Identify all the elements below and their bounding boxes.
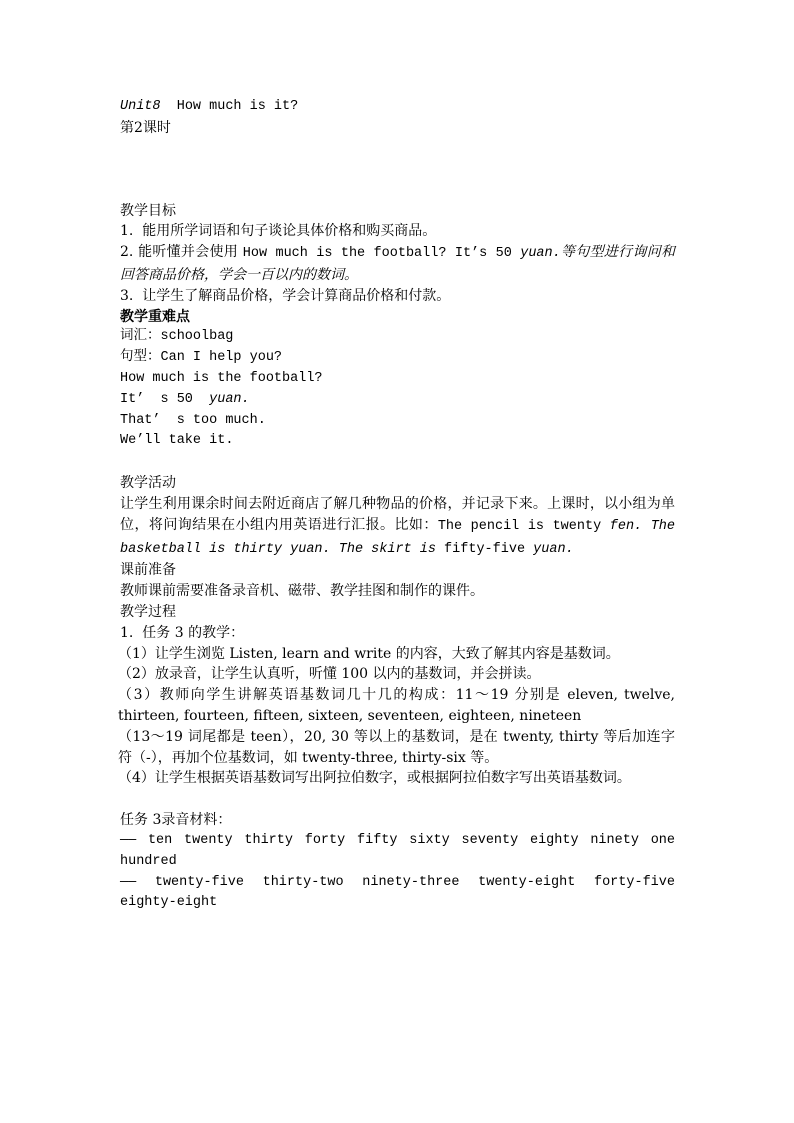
key-points-heading: 教学重难点	[120, 308, 190, 325]
unit-title-line	[120, 97, 675, 118]
process-heading: 教学过程	[120, 603, 176, 620]
sentence-line-1: 句型：Can I help you?	[120, 350, 283, 366]
preparation-heading: 课前准备	[120, 562, 176, 579]
recording-line-1: —— ten twenty thirty forty fifty sixty seventy eighty ninety one hundred	[120, 832, 675, 869]
vocab-line: 词汇：schoolbag	[120, 329, 234, 345]
process-step-4: （4）让学生根据英语基数词写出阿拉伯数字，或根据阿拉伯数字写出英语基数词。	[118, 770, 631, 787]
unit-label: Unit8	[120, 99, 161, 114]
objective-item-3: 3. 让学生了解商品价格，学会计算商品价格和付款。	[120, 287, 451, 304]
objective-item-2: 2. 能听懂并会使用 How much is the football? It’s 50 yuan.等句型进行询问和回答商品价格，学会一百以内的数词。	[120, 244, 675, 283]
recording-line-2: —— twenty-five thirty-two ninety-three twenty-eight forty-five eighty-eight	[120, 874, 675, 911]
objectives-heading: 教学目标	[120, 202, 176, 219]
preparation-text: 教师课前需要准备录音机、磁带、教学挂图和制作的课件。	[120, 583, 484, 600]
document-page	[120, 97, 675, 914]
sentence-line-2: How much is the football?	[120, 370, 323, 386]
process-step-1: （1）让学生浏览 Listen, learn and write 的内容，大致了解其内容是基数词。	[118, 645, 620, 662]
lesson-number: 第2课时	[120, 119, 171, 136]
sentence-line-5: We’ll take it.	[120, 433, 234, 449]
process-step-3: （3）教师向学生讲解英语基数词几十几的构成：11～19 分别是 eleven, twelve, thirteen, fourteen, fifteen, sixteen, seventeen, eighteen, nineteen	[118, 687, 675, 724]
activity-text: 让学生利用课余时间去附近商店了解几种物品的价格，并记录下来。上课时，以小组为单位，将问询结果在小组内用英语进行汇报。比如：The pencil is twenty fen. The basketball is thirty yuan. The skirt is fifty-five yuan.	[120, 495, 676, 557]
process-task: 1. 任务 3 的教学：	[120, 624, 245, 641]
objective-item-1: 1. 能用所学词语和句子谈论具体价格和购买商品。	[120, 223, 437, 240]
sentence-line-4: That’ s too much.	[120, 412, 266, 428]
process-step-3b: （13～19 词尾都是 teen），20, 30 等以上的基数词，是在 twenty, thirty 等后加连字符（-），再加个位基数词，如 twenty-three, thirty-six 等。	[118, 728, 675, 766]
sentence-line-3: It’ s 50 yuan.	[120, 391, 250, 407]
recording-heading: 任务 3录音材料：	[120, 812, 232, 829]
process-step-2: （2）放录音，让学生认真听，听懂 100 以内的基数词，并会拼读。	[118, 666, 541, 683]
unit-title: How much is it?	[176, 99, 299, 114]
activity-heading: 教学活动	[120, 475, 176, 492]
